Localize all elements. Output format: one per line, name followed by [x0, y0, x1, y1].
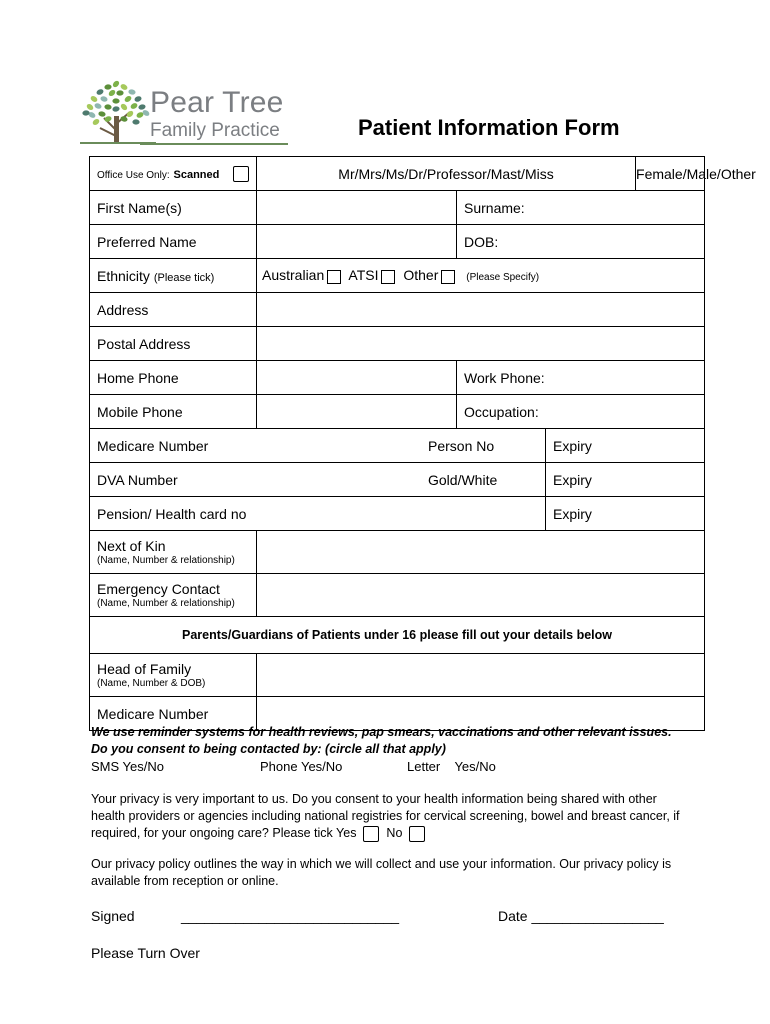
signed-label: Signed — [91, 908, 135, 924]
leaf-shape — [134, 95, 143, 102]
title-options[interactable]: Mr/Mrs/Ms/Dr/Professor/Mast/Miss — [257, 157, 636, 191]
leaf-shape — [138, 104, 146, 111]
leaf-shape — [120, 83, 129, 91]
office-use-cell — [90, 157, 257, 191]
leaf-shape — [130, 102, 139, 110]
leaf-shape — [112, 98, 119, 103]
australian-label: Australian — [262, 267, 325, 284]
leaf-shape — [120, 103, 129, 112]
leaf-shape — [124, 95, 133, 103]
leaf-shape — [90, 95, 99, 103]
leaf-shape — [100, 95, 108, 102]
first-name-label: First Name(s) — [90, 191, 257, 225]
person-no-label: Person No — [428, 438, 495, 454]
form-row — [90, 361, 705, 395]
guardian-medicare-label: Medicare Number — [90, 697, 257, 731]
letter-option[interactable]: Letter Yes/No — [407, 759, 496, 774]
head-of-family-label-cell — [90, 654, 257, 697]
work-phone-label: Work Phone: — [464, 369, 545, 386]
dob-label: DOB: — [464, 233, 499, 250]
occupation-label: Occupation: — [464, 403, 539, 420]
emergency-contact-label-cell — [90, 574, 257, 617]
logo-text — [150, 88, 284, 142]
other-checkbox[interactable] — [441, 270, 455, 284]
privacy-consent — [91, 791, 691, 842]
leaf-shape — [112, 106, 120, 112]
signature-row — [91, 908, 691, 928]
leaf-shape — [104, 104, 112, 110]
atsi-label: ATSI — [348, 267, 379, 284]
pension-card-label: Pension/ Health card no — [97, 505, 247, 522]
leaf-shape — [94, 102, 103, 110]
privacy-no-checkbox[interactable] — [409, 826, 425, 842]
leaf-shape — [128, 89, 136, 96]
patient-form-table — [89, 156, 756, 731]
privacy-policy-text: Our privacy policy outlines the way in which we will collect and use your information. Our privacy policy is available from reception or online. — [91, 857, 672, 888]
form-row — [90, 157, 705, 191]
office-use-label: Office Use Only: — [97, 169, 170, 181]
surname-field[interactable] — [457, 191, 705, 225]
mobile-phone-label: Mobile Phone — [90, 395, 257, 429]
atsi-checkbox[interactable] — [381, 270, 395, 284]
form-row — [90, 327, 705, 361]
gold-white-label: Gold/White — [428, 472, 498, 488]
form-row — [90, 395, 705, 429]
brand-name: Pear Tree — [150, 86, 284, 119]
form-row — [90, 617, 705, 654]
address-field[interactable] — [257, 293, 705, 327]
form-row — [90, 429, 705, 463]
next-of-kin-label-cell — [90, 531, 257, 574]
brand-sub: Family Practice — [150, 120, 280, 141]
head-of-family-sub: (Name, Number & DOB) — [97, 678, 206, 689]
dva-number-label: DVA Number — [97, 471, 178, 488]
signature-line[interactable]: ____________________________ — [181, 908, 400, 924]
leaf-shape — [96, 88, 105, 96]
head-of-family-label: Head of Family — [97, 661, 192, 677]
form-row — [90, 574, 705, 617]
leaf-shape — [120, 115, 128, 122]
preferred-name-field[interactable] — [257, 225, 457, 259]
form-row — [90, 531, 705, 574]
occupation-field[interactable] — [457, 395, 705, 429]
head-of-family-field[interactable] — [257, 654, 705, 697]
pension-card-field[interactable] — [90, 497, 546, 531]
ethnicity-options — [257, 259, 705, 293]
medicare-number-field[interactable] — [90, 429, 546, 463]
expiry-label: Expiry — [553, 505, 592, 522]
home-phone-label: Home Phone — [90, 361, 257, 395]
leaf-shape — [112, 80, 121, 89]
scanned-label: Scanned — [173, 168, 220, 181]
form-row — [90, 654, 705, 697]
preferred-name-label: Preferred Name — [90, 225, 257, 259]
form-row — [90, 463, 705, 497]
expiry-label: Expiry — [553, 437, 592, 454]
work-phone-field[interactable] — [457, 361, 705, 395]
form-row — [90, 259, 705, 293]
address-label: Address — [90, 293, 257, 327]
medicare-number-label: Medicare Number — [97, 437, 209, 454]
australian-checkbox[interactable] — [327, 270, 341, 284]
mobile-phone-field[interactable] — [257, 395, 457, 429]
privacy-consent-text: Your privacy is very important to us. Do you consent to your health information being shared with other health providers or agencies including national registries for cervical screening, bowel and breast cancer, if required, for your ongoing care? Please tick Yes — [91, 792, 680, 840]
leaf-shape — [98, 111, 106, 118]
postal-address-field[interactable] — [257, 327, 705, 361]
other-label: Other — [403, 267, 439, 284]
leaf-shape — [92, 118, 101, 126]
emergency-contact-field[interactable] — [257, 574, 705, 617]
ethnicity-label: Ethnicity — [97, 267, 150, 284]
form-row — [90, 497, 705, 531]
please-specify-label: (Please Specify) — [466, 272, 540, 284]
form-row — [90, 293, 705, 327]
form-row — [90, 191, 705, 225]
gender-options[interactable] — [636, 157, 756, 191]
please-turn-over: Please Turn Over — [91, 945, 200, 961]
date-field[interactable]: Date _________________ — [498, 908, 664, 924]
postal-address-label: Postal Address — [90, 327, 257, 361]
dob-field[interactable] — [457, 225, 705, 259]
leaf-shape — [108, 89, 117, 98]
ethnicity-label-cell — [90, 259, 257, 293]
parents-guardians-heading: Parents/Guardians of Patients under 16 please fill out your details below — [90, 617, 705, 654]
leaf-shape — [132, 119, 139, 124]
form-title: Patient Information Form — [358, 115, 620, 140]
please-tick-label: (Please tick) — [153, 271, 215, 284]
phone-option[interactable]: Phone Yes/No — [260, 759, 343, 774]
leaf-shape — [82, 110, 90, 116]
sms-option[interactable]: SMS Yes/No — [91, 759, 164, 774]
contact-options — [91, 758, 691, 776]
medicare-expiry-field[interactable] — [546, 429, 705, 463]
dva-number-field[interactable] — [90, 463, 546, 497]
pear-tree-icon — [78, 78, 158, 152]
leaf-shape — [104, 84, 112, 90]
next-of-kin-label: Next of Kin — [97, 538, 166, 554]
leaf-shape — [104, 115, 113, 122]
first-name-field[interactable] — [257, 191, 457, 225]
privacy-yes-checkbox[interactable] — [363, 826, 379, 842]
emergency-contact-label: Emergency Contact — [97, 581, 220, 597]
leaf-shape — [116, 90, 123, 96]
surname-label: Surname: — [464, 199, 525, 216]
reminder-consent-text: We use reminder systems for health reviews, pap smears, vaccinations and other relevant issues. Do you consent to being contacted by: (circle all that apply) — [91, 725, 672, 756]
next-of-kin-field[interactable] — [257, 531, 705, 574]
expiry-label: Expiry — [553, 471, 592, 488]
home-phone-field[interactable] — [257, 361, 457, 395]
form-row — [90, 225, 705, 259]
gender-options-label: Female/Male/Other — [636, 165, 756, 182]
privacy-no-label: No — [386, 826, 403, 840]
dva-expiry-field[interactable] — [546, 463, 705, 497]
emergency-contact-sub: (Name, Number & relationship) — [97, 598, 235, 609]
leaf-shape — [86, 103, 95, 112]
logo-underline — [140, 143, 288, 145]
pension-expiry-field[interactable] — [546, 497, 705, 531]
next-of-kin-sub: (Name, Number & relationship) — [97, 555, 235, 566]
scanned-checkbox[interactable] — [233, 166, 249, 182]
